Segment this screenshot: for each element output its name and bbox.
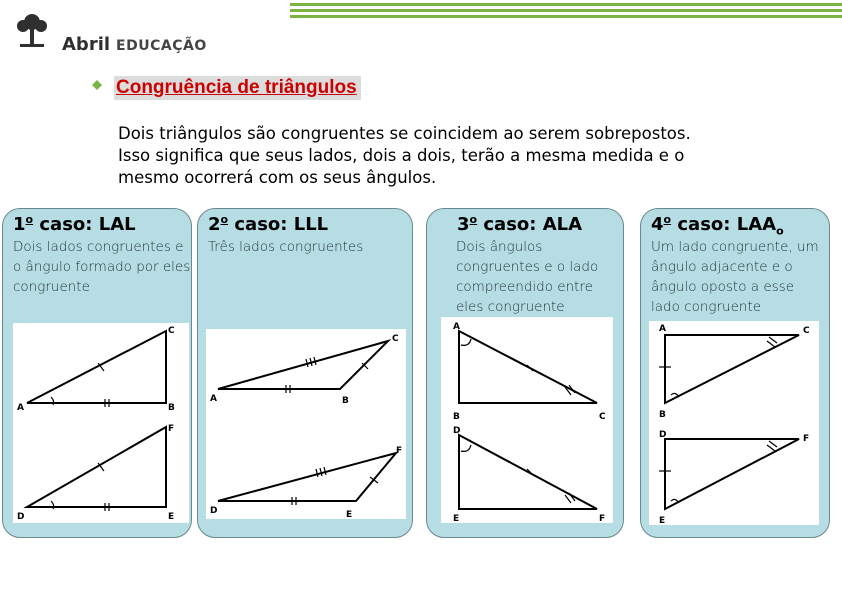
vertex-label: B [453,412,460,422]
vertex-label: C [168,326,175,336]
case-description: Dois lados congruentes e o ângulo formado por eles congruente [13,239,191,295]
lal-triangles [13,323,189,523]
vertex-label: E [453,514,460,523]
case-card-lal [2,208,192,538]
lll-diagram [206,329,406,519]
vertex-label: E [346,510,353,519]
laa-diagram [649,321,819,525]
header-stripe [290,9,842,12]
vertex-label: D [210,506,218,516]
vertex-label: D [659,430,667,440]
vertex-label: F [803,434,810,444]
case-title: 1$^o$ caso: LAL [13,213,136,235]
case-title: 4$^o$ caso: $LAA_o$ [651,213,784,238]
vertex-label: E [168,512,175,522]
vertex-label: E [659,516,666,525]
case-card-ala [426,208,624,538]
case-title: 2$^o$ caso: LLL [208,213,329,235]
vertex-label: C [392,334,399,344]
vertex-label: A [210,394,217,404]
vertex-label: D [453,426,461,436]
tree-icon [12,12,52,48]
brand-logo [12,12,222,55]
vertex-label: A [453,322,460,332]
vertex-label: C [599,412,606,422]
vertex-label: F [599,514,606,523]
brand-name-text: Abril [62,34,111,55]
header-stripe [290,3,842,6]
ala-triangles [441,317,613,523]
case-description: Dois ângulos congruentes e o lado compreendido entre eles congruente [456,239,599,315]
vertex-label: F [396,446,403,456]
vertex-label: B [168,403,175,413]
case-card-lll [197,208,413,538]
ala-diagram [441,317,613,523]
vertex-label: F [168,424,175,434]
case-title: 3$^o$ caso: ALA [457,213,583,235]
laa-triangles [649,321,819,525]
case-description: Três lados congruentes [208,239,364,255]
page-title: Congruência de triângulos [114,76,361,100]
bullet-icon [92,80,102,90]
vertex-label: C [803,326,810,336]
header-stripe [290,15,842,18]
brand-sub: EDUCAÇÃO [116,38,207,54]
vertex-label: B [342,396,349,406]
case-description: Um lado congruente, um ângulo adjacente e o ângulo oposto a esse lado congruente [651,239,819,315]
header [0,0,842,60]
case-card-laa [640,208,830,538]
intro-text: Dois triângulos são congruentes se coincidem ao serem sobrepostos. Isso significa que seus lados, dois a dois, terão a mesma medida e o mesmo ocorrerá com os seus ângulos. [118,124,691,187]
vertex-label: B [659,410,666,420]
vertex-label: A [17,403,24,413]
vertex-label: A [659,324,666,334]
lll-triangles [206,329,406,519]
lal-diagram [13,323,189,523]
vertex-label: D [17,512,25,522]
brand-name [62,34,207,55]
